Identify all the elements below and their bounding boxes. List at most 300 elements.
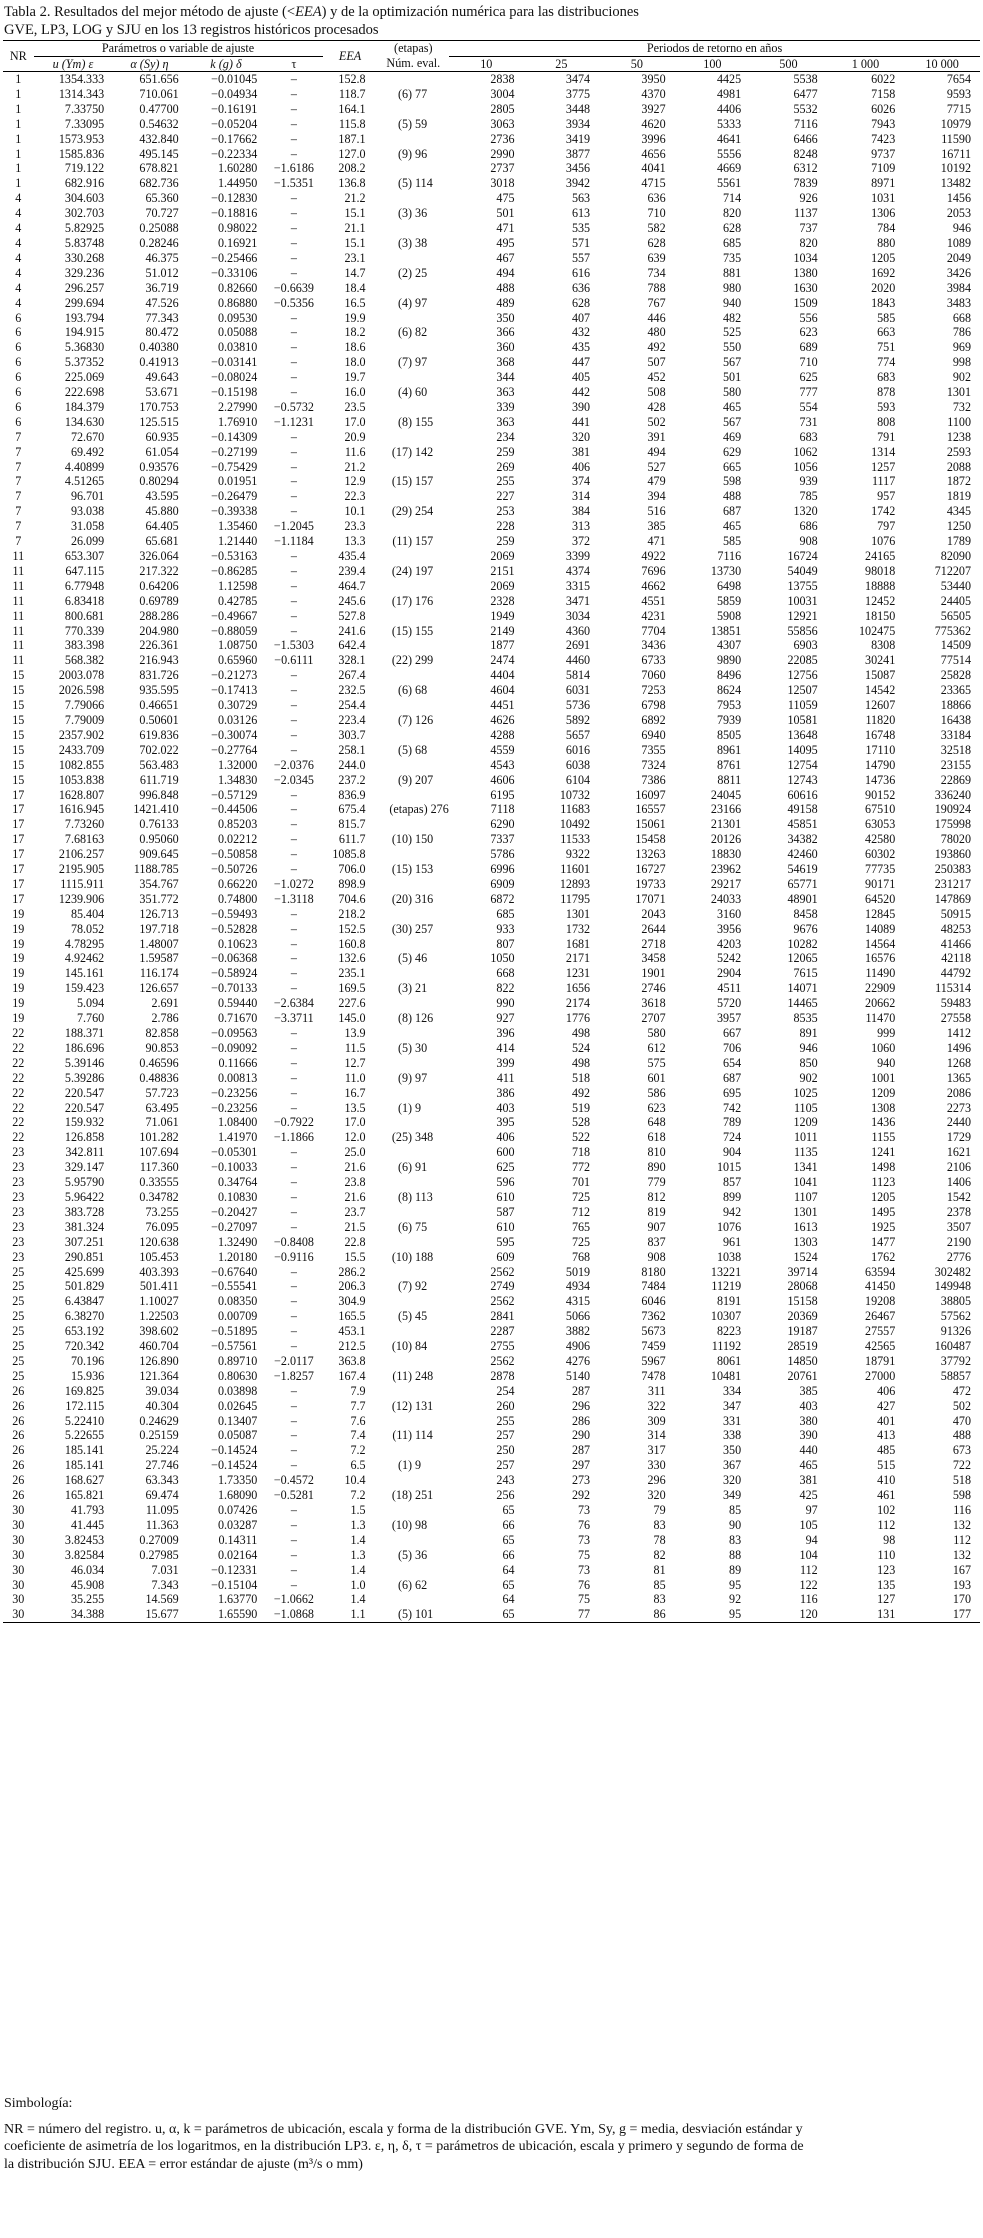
cell-return-period: 718 bbox=[571, 1145, 591, 1160]
cell-return-period: 23166 bbox=[710, 802, 742, 817]
cell-k: 0.80630 bbox=[217, 1368, 258, 1383]
cell-alpha: 354.767 bbox=[139, 876, 179, 891]
cell-return-period: 1498 bbox=[871, 1160, 896, 1175]
cell-return-period: 254 bbox=[496, 1383, 515, 1398]
cell-return-period: 2746 bbox=[641, 981, 666, 996]
cell-return-period: 10192 bbox=[940, 161, 971, 176]
cell-return-period: 488 bbox=[952, 1428, 971, 1443]
cell-return-period: 19733 bbox=[635, 876, 666, 891]
cell-num-eval: 197 bbox=[415, 563, 434, 578]
cell-etapas-num-eval bbox=[378, 564, 449, 579]
cell-return-period: 5140 bbox=[565, 1368, 591, 1383]
cell-return-period: 7423 bbox=[871, 131, 896, 146]
cell-tau: – bbox=[290, 325, 297, 340]
cell-return-period: 3426 bbox=[946, 265, 971, 280]
cell-return-period: 3934 bbox=[565, 116, 591, 131]
cell-return-period: 311 bbox=[647, 1383, 666, 1398]
cell-return-period: 58857 bbox=[940, 1368, 971, 1383]
cell-etapas: (17) bbox=[391, 593, 413, 608]
cell-u: 2195.905 bbox=[58, 862, 105, 877]
cell-etapas-num-eval bbox=[378, 1071, 449, 1086]
cell-nr: 7 bbox=[15, 474, 22, 489]
table-row bbox=[3, 474, 980, 489]
cell-u: 186.696 bbox=[64, 1040, 105, 1055]
cell-tau: −1.5303 bbox=[273, 638, 314, 653]
cell-return-period: 313 bbox=[571, 519, 591, 534]
cell-nr: 15 bbox=[12, 668, 25, 683]
cell-nr: 19 bbox=[12, 906, 25, 921]
cell-return-period: 2053 bbox=[946, 206, 971, 221]
cell-etapas-num-eval bbox=[378, 489, 449, 504]
cell-return-period: 73 bbox=[577, 1532, 591, 1547]
cell-return-period: 82 bbox=[653, 1547, 666, 1562]
cell-eea: 22.3 bbox=[344, 489, 366, 504]
cell-return-period: 8961 bbox=[716, 742, 742, 757]
cell-return-period: 765 bbox=[571, 1219, 591, 1234]
cell-return-period: 820 bbox=[723, 206, 742, 221]
cell-u: 299.694 bbox=[64, 295, 105, 310]
cell-return-period: 685 bbox=[723, 235, 742, 250]
cell-etapas: (25) bbox=[391, 1130, 413, 1145]
cell-eea: 706.0 bbox=[338, 862, 366, 877]
cell-alpha: 40.304 bbox=[145, 1398, 179, 1413]
cell-k: −0.88059 bbox=[211, 623, 258, 638]
cell-nr: 25 bbox=[12, 1309, 25, 1324]
cell-etapas-num-eval bbox=[378, 981, 449, 996]
cell-alpha: 398.602 bbox=[139, 1324, 179, 1339]
cell-return-period: 4922 bbox=[641, 549, 666, 563]
cell-u: 7.33750 bbox=[64, 101, 105, 116]
cell-return-period: 2287 bbox=[490, 1324, 515, 1339]
cell-return-period: 381 bbox=[571, 444, 591, 459]
cell-return-period: 27558 bbox=[940, 1011, 971, 1026]
cell-return-period: 10307 bbox=[710, 1309, 742, 1324]
cell-nr: 6 bbox=[15, 399, 22, 414]
cell-return-period: 2755 bbox=[490, 1339, 515, 1354]
cell-return-period: 485 bbox=[877, 1443, 896, 1458]
cell-return-period: 3399 bbox=[565, 549, 591, 563]
cell-etapas-num-eval bbox=[378, 817, 449, 832]
cell-return-period: 1038 bbox=[716, 1249, 742, 1264]
cell-return-period: 12921 bbox=[787, 608, 818, 623]
cell-etapas: (9) bbox=[397, 1070, 413, 1085]
cell-nr: 25 bbox=[12, 1294, 25, 1309]
cell-return-period: 2737 bbox=[490, 161, 515, 176]
cell-k: −0.27764 bbox=[211, 742, 258, 757]
table-row bbox=[3, 758, 980, 773]
cell-return-period: 3458 bbox=[641, 951, 666, 966]
cell-etapas: (12) bbox=[391, 1398, 413, 1413]
cell-return-period: 5786 bbox=[490, 847, 515, 862]
cell-etapas: (5) bbox=[397, 176, 413, 191]
cell-return-period: 1365 bbox=[946, 1070, 971, 1085]
cell-return-period: 665 bbox=[723, 459, 742, 474]
cell-u: 329.236 bbox=[64, 265, 105, 280]
cell-nr: 15 bbox=[12, 772, 25, 787]
cell-return-period: 269 bbox=[496, 459, 515, 474]
cell-return-period: 4345 bbox=[946, 504, 971, 519]
table-row bbox=[3, 1324, 980, 1339]
cell-return-period: 5736 bbox=[565, 698, 591, 713]
cell-return-period: 405 bbox=[571, 370, 591, 385]
cell-tau: – bbox=[290, 459, 297, 474]
cell-k: 0.66220 bbox=[217, 876, 258, 891]
cell-return-period: 610 bbox=[496, 1219, 515, 1234]
cell-return-period: 19187 bbox=[787, 1324, 818, 1339]
table-row bbox=[3, 862, 980, 877]
cell-eea: 16.0 bbox=[344, 385, 366, 400]
cell-eea: 611.7 bbox=[338, 832, 366, 847]
cell-tau: – bbox=[290, 668, 297, 683]
cell-return-period: 902 bbox=[952, 370, 971, 385]
cell-return-period: 940 bbox=[723, 295, 742, 310]
cell-k: −0.14524 bbox=[211, 1443, 258, 1458]
cell-num-eval: 142 bbox=[415, 444, 434, 459]
cell-tau: – bbox=[290, 1577, 297, 1592]
cell-return-period: 4374 bbox=[565, 563, 591, 578]
cell-return-period: 2020 bbox=[871, 280, 896, 295]
cell-return-period: 403 bbox=[799, 1398, 818, 1413]
cell-eea: 18.4 bbox=[344, 280, 366, 295]
cell-k: −0.06368 bbox=[211, 951, 258, 966]
cell-return-period: 683 bbox=[877, 370, 896, 385]
cell-return-period: 13221 bbox=[710, 1264, 742, 1279]
table-row bbox=[3, 1473, 980, 1488]
cell-return-period: 243 bbox=[496, 1473, 515, 1488]
cell-etapas: (9) bbox=[397, 772, 413, 787]
cell-return-period: 5066 bbox=[565, 1309, 591, 1324]
cell-return-period: 6477 bbox=[793, 86, 818, 101]
cell-return-period: 498 bbox=[571, 1055, 591, 1070]
cell-alpha: 0.64206 bbox=[139, 578, 179, 593]
cell-return-period: 1205 bbox=[871, 1189, 896, 1204]
cell-u: 3.82453 bbox=[64, 1532, 105, 1547]
cell-num-eval: 9 bbox=[415, 1458, 422, 1473]
cell-nr: 25 bbox=[12, 1368, 25, 1383]
cell-etapas: (6) bbox=[397, 683, 413, 698]
cell-return-period: 4307 bbox=[716, 638, 742, 653]
cell-etapas: (29) bbox=[391, 504, 413, 519]
cell-return-period: 286 bbox=[571, 1413, 591, 1428]
cell-return-period: 734 bbox=[647, 265, 666, 280]
cell-k: −0.57129 bbox=[211, 787, 258, 802]
cell-return-period: 440 bbox=[799, 1443, 818, 1458]
cell-return-period: 1107 bbox=[793, 1189, 818, 1204]
cell-return-period: 4551 bbox=[641, 593, 666, 608]
cell-return-period: 39714 bbox=[787, 1264, 818, 1279]
cell-return-period: 2328 bbox=[490, 593, 515, 608]
cell-return-period: 3456 bbox=[565, 161, 591, 176]
cell-return-period: 65771 bbox=[787, 876, 818, 891]
cell-u: 7.79009 bbox=[64, 712, 105, 727]
cell-k: 0.03810 bbox=[217, 340, 258, 355]
cell-return-period: 37792 bbox=[940, 1353, 971, 1368]
cell-etapas-num-eval bbox=[378, 1548, 449, 1563]
cell-return-period: 131 bbox=[877, 1607, 896, 1622]
cell-u: 222.698 bbox=[64, 385, 105, 400]
cell-return-period: 1692 bbox=[871, 265, 896, 280]
cell-return-period: 689 bbox=[799, 340, 818, 355]
cell-nr: 6 bbox=[15, 310, 22, 325]
cell-return-period: 1034 bbox=[793, 250, 818, 265]
cell-etapas: (1) bbox=[397, 1458, 413, 1473]
cell-eea: 254.4 bbox=[338, 698, 366, 713]
cell-return-period: 6038 bbox=[565, 757, 591, 772]
cell-tau: – bbox=[290, 787, 297, 802]
cell-return-period: 23365 bbox=[940, 683, 971, 698]
cell-u: 225.069 bbox=[64, 370, 105, 385]
table-row bbox=[3, 281, 980, 296]
cell-return-period: 8496 bbox=[716, 668, 742, 683]
table-row bbox=[3, 832, 980, 847]
cell-k: 0.85203 bbox=[217, 817, 258, 832]
cell-k: −0.04934 bbox=[211, 86, 258, 101]
cell-k: 1.34830 bbox=[217, 772, 258, 787]
cell-eea: 21.6 bbox=[344, 1189, 366, 1204]
cell-return-period: 808 bbox=[877, 414, 896, 429]
cell-u: 6.83418 bbox=[64, 593, 105, 608]
cell-return-period: 1732 bbox=[565, 921, 591, 936]
cell-nr: 23 bbox=[12, 1219, 25, 1234]
cell-u: 1082.855 bbox=[58, 757, 105, 772]
cell-etapas-num-eval bbox=[378, 325, 449, 340]
cell-return-period: 4451 bbox=[490, 698, 515, 713]
cell-nr: 6 bbox=[15, 325, 22, 340]
cell-return-period: 515 bbox=[877, 1458, 896, 1473]
cell-return-period: 42460 bbox=[787, 847, 818, 862]
cell-alpha: 53.671 bbox=[145, 385, 179, 400]
cell-tau: −1.5351 bbox=[273, 176, 314, 191]
cell-return-period: 1742 bbox=[871, 504, 896, 519]
cell-return-period: 132 bbox=[952, 1517, 971, 1532]
cell-return-period: 3018 bbox=[490, 176, 515, 191]
cell-eea: 169.5 bbox=[338, 981, 366, 996]
cell-tau: – bbox=[290, 1458, 297, 1473]
cell-return-period: 946 bbox=[799, 1040, 818, 1055]
cell-return-period: 5720 bbox=[716, 996, 742, 1011]
cell-alpha: 27.746 bbox=[145, 1458, 179, 1473]
cell-alpha: 0.54632 bbox=[139, 116, 179, 131]
cell-return-period: 292 bbox=[571, 1488, 591, 1503]
cell-u: 134.630 bbox=[64, 414, 105, 429]
cell-return-period: 7362 bbox=[641, 1309, 666, 1324]
cell-eea: 13.5 bbox=[344, 1100, 366, 1115]
cell-eea: 704.6 bbox=[338, 891, 366, 906]
cell-k: 1.32490 bbox=[217, 1234, 258, 1249]
cell-nr: 25 bbox=[12, 1324, 25, 1339]
cell-eea: 1.3 bbox=[350, 1547, 366, 1562]
cell-nr: 17 bbox=[12, 832, 25, 847]
cell-etapas-num-eval bbox=[378, 504, 449, 519]
cell-return-period: 167 bbox=[952, 1562, 971, 1577]
cell-return-period: 1257 bbox=[871, 459, 896, 474]
cell-return-period: 22085 bbox=[787, 653, 818, 668]
cell-return-period: 77735 bbox=[865, 862, 896, 877]
cell-tau: – bbox=[290, 936, 297, 951]
table-row bbox=[3, 788, 980, 803]
cell-eea: 227.6 bbox=[338, 996, 366, 1011]
cell-etapas-num-eval bbox=[378, 1503, 449, 1518]
cell-u: 45.908 bbox=[70, 1577, 105, 1592]
cell-etapas-num-eval bbox=[378, 236, 449, 251]
cell-u: 4.51265 bbox=[64, 474, 105, 489]
cell-u: 6.43847 bbox=[64, 1294, 105, 1309]
cell-return-period: 1117 bbox=[871, 474, 896, 489]
cell-tau: – bbox=[290, 206, 297, 221]
cell-return-period: 452 bbox=[647, 370, 666, 385]
cell-return-period: 673 bbox=[952, 1443, 971, 1458]
cell-eea: 7.9 bbox=[350, 1383, 366, 1398]
cell-tau: – bbox=[290, 921, 297, 936]
cell-return-period: 23155 bbox=[940, 757, 971, 772]
cell-return-period: 384 bbox=[571, 504, 591, 519]
cell-return-period: 5657 bbox=[565, 727, 591, 742]
cell-return-period: 5333 bbox=[716, 116, 742, 131]
cell-return-period: 1524 bbox=[793, 1249, 818, 1264]
cell-return-period: 600 bbox=[496, 1145, 515, 1160]
cell-return-period: 66 bbox=[502, 1547, 515, 1562]
cell-return-period: 77514 bbox=[940, 653, 971, 668]
cell-return-period: 1062 bbox=[793, 444, 818, 459]
cell-tau: – bbox=[290, 370, 297, 385]
table-row bbox=[3, 221, 980, 236]
cell-return-period: 7116 bbox=[793, 116, 818, 131]
cell-nr: 30 bbox=[12, 1532, 25, 1547]
cell-nr: 26 bbox=[12, 1398, 25, 1413]
cell-u: 7.33095 bbox=[64, 116, 105, 131]
cell-u: 41.793 bbox=[70, 1503, 105, 1517]
cell-tau: – bbox=[290, 1503, 297, 1517]
cell-eea: 18.2 bbox=[344, 325, 366, 340]
cell-return-period: 11795 bbox=[560, 891, 591, 906]
cell-return-period: 27000 bbox=[865, 1368, 896, 1383]
cell-return-period: 338 bbox=[723, 1428, 742, 1443]
cell-k: −0.51895 bbox=[211, 1324, 258, 1339]
cell-return-period: 367 bbox=[723, 1458, 742, 1473]
cell-eea: 1.1 bbox=[350, 1607, 366, 1622]
cell-u: 34.388 bbox=[70, 1607, 105, 1622]
cell-u: 5.36830 bbox=[64, 340, 105, 355]
cell-return-period: 10481 bbox=[710, 1368, 742, 1383]
cell-u: 307.251 bbox=[64, 1234, 105, 1249]
cell-return-period: 259 bbox=[496, 444, 515, 459]
table-row bbox=[3, 311, 980, 326]
cell-etapas-num-eval bbox=[378, 698, 449, 713]
cell-eea: 11.0 bbox=[344, 1070, 366, 1085]
cell-nr: 19 bbox=[12, 936, 25, 951]
cell-nr: 1 bbox=[15, 146, 22, 161]
cell-eea: 167.4 bbox=[338, 1368, 366, 1383]
cell-return-period: 320 bbox=[723, 1473, 742, 1488]
cell-u: 568.382 bbox=[64, 653, 105, 668]
cell-tau: – bbox=[290, 1085, 297, 1100]
cell-tau: – bbox=[290, 355, 297, 370]
cell-return-period: 1135 bbox=[793, 1145, 818, 1160]
cell-alpha: 831.726 bbox=[139, 668, 179, 683]
cell-return-period: 654 bbox=[723, 1055, 742, 1070]
table-row bbox=[3, 132, 980, 147]
cell-num-eval: 60 bbox=[415, 385, 428, 400]
cell-k: 1.60280 bbox=[217, 161, 258, 176]
table-row bbox=[3, 1115, 980, 1130]
cell-return-period: 6022 bbox=[871, 72, 896, 86]
cell-return-period: 580 bbox=[723, 385, 742, 400]
cell-u: 145.161 bbox=[64, 966, 105, 981]
cell-return-period: 639 bbox=[647, 250, 666, 265]
cell-return-period: 556 bbox=[799, 310, 818, 325]
cell-return-period: 116 bbox=[799, 1592, 818, 1607]
cell-tau: – bbox=[290, 1040, 297, 1055]
cell-num-eval: 38 bbox=[415, 235, 428, 250]
cell-return-period: 349 bbox=[723, 1488, 742, 1503]
cell-return-period: 65 bbox=[502, 1577, 515, 1592]
cell-nr: 7 bbox=[15, 429, 22, 444]
cell-etapas-num-eval bbox=[378, 117, 449, 132]
cell-return-period: 287 bbox=[571, 1443, 591, 1458]
cell-eea: 239.4 bbox=[338, 563, 366, 578]
cell-etapas-num-eval bbox=[378, 266, 449, 281]
cell-tau: – bbox=[290, 72, 297, 86]
cell-return-period: 24045 bbox=[710, 787, 742, 802]
cell-k: −0.44506 bbox=[211, 802, 258, 817]
cell-return-period: 14071 bbox=[787, 981, 818, 996]
cell-etapas: (7) bbox=[397, 355, 413, 370]
cell-alpha: 197.718 bbox=[139, 921, 179, 936]
cell-u: 31.058 bbox=[70, 519, 105, 534]
cell-return-period: 9593 bbox=[946, 86, 971, 101]
results-table-wrapper bbox=[3, 40, 980, 1623]
cell-return-period: 625 bbox=[496, 1160, 515, 1175]
table-row bbox=[3, 668, 980, 683]
cell-etapas-num-eval bbox=[378, 847, 449, 862]
cell-return-period: 7116 bbox=[717, 549, 742, 563]
cell-nr: 6 bbox=[15, 355, 22, 370]
cell-etapas-num-eval bbox=[378, 281, 449, 296]
cell-return-period: 331 bbox=[723, 1413, 742, 1428]
cell-return-period: 12507 bbox=[787, 683, 818, 698]
cell-return-period: 7118 bbox=[490, 802, 515, 817]
cell-u: 126.858 bbox=[64, 1130, 105, 1145]
cell-k: −0.52828 bbox=[211, 921, 258, 936]
cell-return-period: 401 bbox=[877, 1413, 896, 1428]
table-row bbox=[3, 877, 980, 892]
cell-etapas-num-eval bbox=[378, 1458, 449, 1473]
cell-eea: 815.7 bbox=[338, 817, 366, 832]
cell-return-period: 3882 bbox=[565, 1324, 591, 1339]
cell-u: 5.22410 bbox=[64, 1413, 105, 1428]
cell-eea: 453.1 bbox=[338, 1324, 366, 1339]
cell-return-period: 6312 bbox=[793, 161, 818, 176]
cell-return-period: 890 bbox=[647, 1160, 666, 1175]
cell-etapas: (4) bbox=[397, 295, 413, 310]
cell-alpha: 43.595 bbox=[145, 489, 179, 504]
cell-return-period: 7939 bbox=[716, 712, 742, 727]
cell-eea: 258.1 bbox=[338, 742, 366, 757]
table-row bbox=[3, 1592, 980, 1607]
cell-return-period: 731 bbox=[799, 414, 818, 429]
cell-k: 0.30729 bbox=[217, 698, 258, 713]
cell-return-period: 1406 bbox=[946, 1175, 971, 1190]
cell-return-period: 3950 bbox=[641, 72, 666, 86]
cell-eea: 7.2 bbox=[350, 1443, 366, 1458]
cell-return-period: 42565 bbox=[865, 1339, 896, 1354]
cell-num-eval: 248 bbox=[415, 1368, 434, 1383]
cell-return-period: 488 bbox=[723, 489, 742, 504]
cell-return-period: 7839 bbox=[793, 176, 818, 191]
results-table bbox=[3, 40, 980, 1623]
cell-return-period: 1100 bbox=[947, 414, 971, 429]
cell-return-period: 7386 bbox=[641, 772, 666, 787]
